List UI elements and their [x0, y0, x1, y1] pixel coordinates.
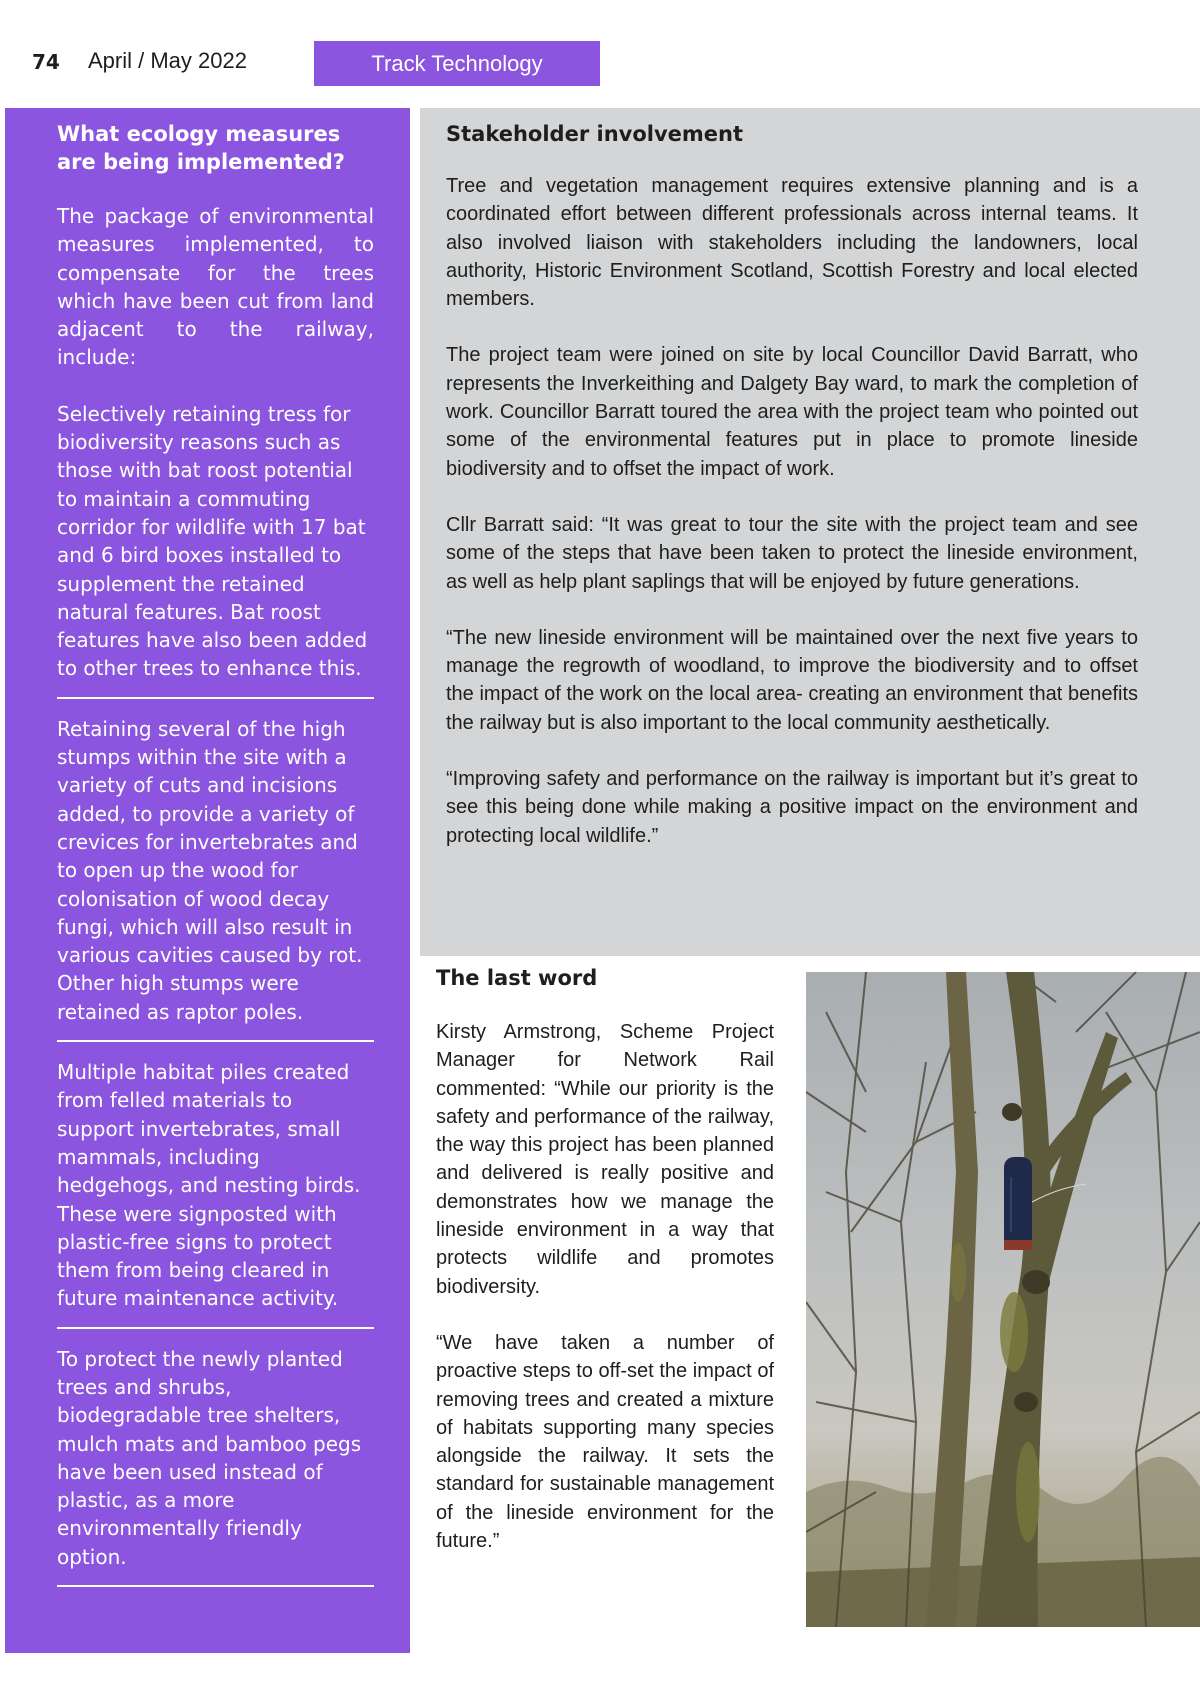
section-tag: Track Technology	[314, 41, 600, 86]
last-word-paragraph: “We have taken a number of proactive steps to off-set the impact of removing trees and created a mixture of habitats supporting many species alongside the railway. It sets the standard for sustainable management of the lineside environment for the future.”	[436, 1331, 774, 1553]
page-number: 74	[32, 50, 60, 74]
tree-bat-box-photo	[806, 972, 1200, 1627]
measure-item: Multiple habitat piles created from felled materials to support invertebrates, small mammals, including hedgehogs, and nesting birds. These were signposted with plastic-free signs to protect them from being cleared in future maintenance activity.	[57, 1060, 361, 1311]
tree-illustration	[806, 972, 1200, 1627]
stakeholder-paragraph: Tree and vegetation management requires extensive planning and is a coordinated effort between different professionals across internal teams. It also involved liaison with stakeholders including the landowners, local authority, Historic Environment Scotland, Scottish Forestry and local elected members.	[446, 175, 1138, 311]
issue-date: April / May 2022	[88, 48, 247, 73]
stakeholder-paragraph: Cllr Barratt said: “It was great to tour the site with the project team and see some of the steps that have been taken to protect the lineside environment, as well as help plant saplings that will be enjoyed by future generations.	[446, 513, 1138, 593]
ecology-measures-sidebar	[5, 108, 410, 1653]
stakeholder-section	[420, 108, 1200, 956]
stakeholder-paragraph: The project team were joined on site by local Councillor David Barratt, who represents the Inverkeithing and Dalgety Bay ward, to mark the completion of work. Councillor Barratt toured the area with the project team who pointed out some of the environmental features put in place to promote lineside biodiversity and to offset the impact of work.	[446, 344, 1138, 480]
measure-item: Selectively retaining tress for biodiversity reasons such as those with bat roost potential to maintain a commuting corridor for wildlife with 17 bat and 6 bird boxes installed to supplement the retained natural features. Bat roost features have also been added to other trees to enhance this.	[57, 401, 368, 681]
stakeholder-paragraph: “The new lineside environment will be maintained over the next five years to manage the regrowth of woodland, to improve the biodiversity and to offset the impact of the work on the local area- creating an environment that benefits the railway but is also important to the local community aesthetically.	[446, 626, 1138, 734]
stakeholder-paragraph: “Improving safety and performance on the railway is important but it’s great to see this being done while making a positive impact on the environment and protecting local wildlife.”	[446, 768, 1138, 847]
measure-item: To protect the newly planted trees and shrubs, biodegradable tree shelters, mulch mats and bamboo pegs have been used instead of plastic, as a more environmentally friendly option.	[57, 1346, 362, 1569]
divider	[57, 1040, 374, 1042]
divider	[57, 1585, 374, 1587]
last-word-heading: The last word	[436, 966, 598, 990]
measure-item: Retaining several of the high stumps within the site with a variety of cuts and incisions added, to provide a variety of crevices for invertebrates and to open up the wood for colonisation of wood decay fungi, which will also result in various cavities caused by rot. Other high stumps were retained as raptor poles.	[57, 716, 363, 1024]
divider	[57, 1327, 374, 1329]
sidebar-heading: What ecology measures are being implemented?	[57, 122, 345, 174]
last-word-paragraph: Kirsty Armstrong, Scheme Project Manager for Network Rail commented: “While our priority is the safety and performance of the railway, the way this project has been planned and delivered is really positive and demonstrates how we manage the lineside environment in a way that protects wildlife and promotes biodiversity.	[436, 1021, 774, 1298]
divider	[57, 697, 374, 699]
last-word-section	[436, 964, 774, 1583]
sidebar-intro: The package of environmental measures implemented, to compensate for the trees which have been cut from land adjacent to the railway, include:	[57, 204, 374, 370]
page-header	[0, 40, 1200, 88]
stakeholder-heading: Stakeholder involvement	[446, 122, 744, 146]
